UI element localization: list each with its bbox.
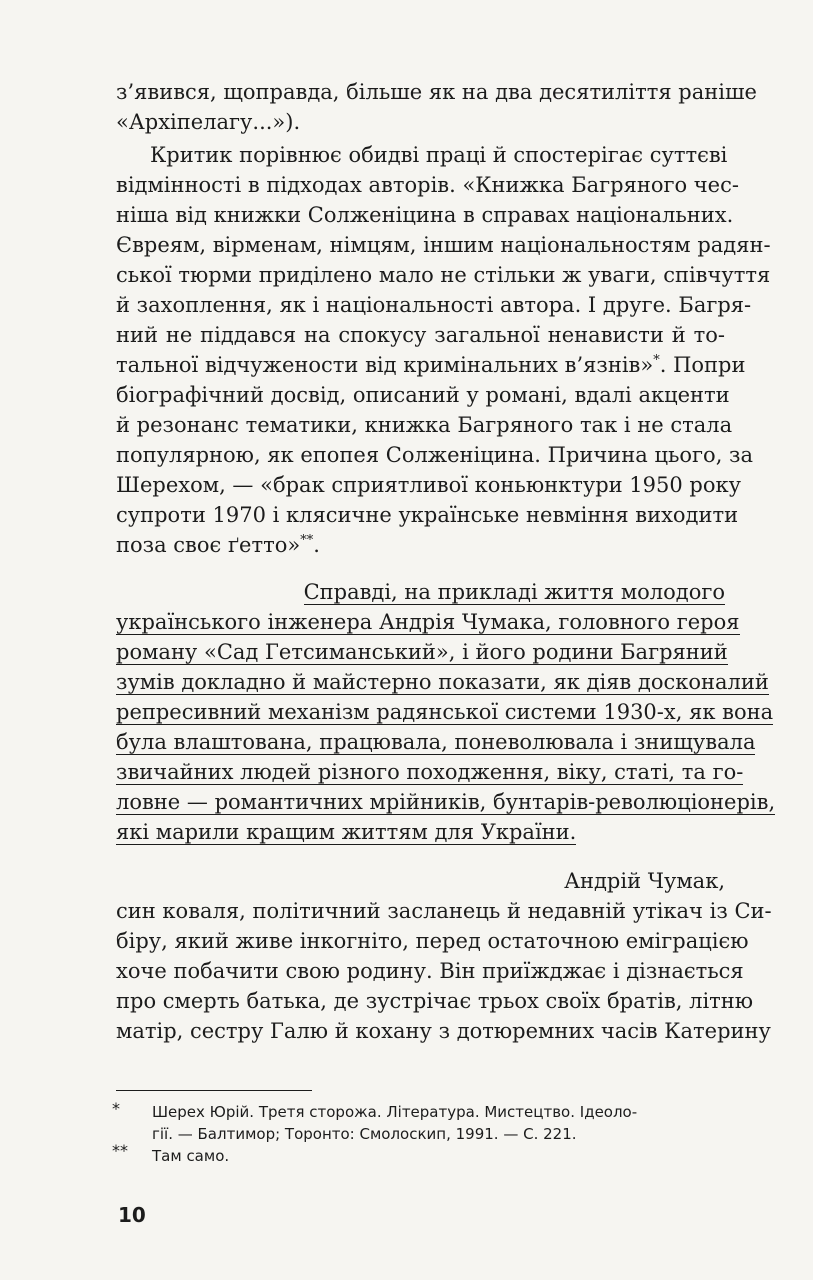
text-line: про смерть батька, де зустрічає трьох своїх братів, літню — [116, 989, 754, 1013]
underlined-line: ловне — романтичних мрійників, бунтарів-революціонерів, — [116, 790, 776, 814]
footnote-text: Там само. — [152, 1147, 230, 1165]
text-line: тальної відчужености від кримінальних в’язнів»*. Попри — [116, 353, 746, 377]
footnote-mark: * — [112, 1099, 120, 1118]
underlined-line: зумів докладно й майстерно показати, як діяв досконалий — [116, 670, 769, 694]
footnote-text: гії. — Балтимор; Торонто: Смолоскип, 1991. — С. 221. — [152, 1125, 577, 1143]
underlined-line: звичайних людей різного походження, віку, статі, та го- — [116, 760, 744, 784]
text-line: поза своє ґетто»**. — [116, 533, 320, 557]
text-line: Шерехом, — «брак сприятливої коньюнктури 1950 року — [116, 473, 741, 497]
text-line: й резонанс тематики, книжка Багряного так і не стала — [116, 413, 733, 437]
text-line: біру, який живе інкогніто, перед остаточною еміграцією — [116, 929, 749, 953]
underlined-line: була влаштована, працювала, поневолювала і знищувала — [116, 730, 756, 754]
text-line: ніша від книжки Солженіцина в справах національних. — [116, 203, 734, 227]
footnote-ref: ** — [300, 533, 314, 548]
footnote-mark: ** — [112, 1141, 128, 1160]
footnote-ref: * — [653, 353, 660, 368]
text-line: популярною, як епопея Солженіцина. Причина цього, за — [116, 443, 754, 467]
text-line: ний не піддався на спокусу загальної ненависти й то- — [116, 323, 725, 347]
text-line: відмінності в підходах авторів. «Книжка Багряного чес- — [116, 173, 739, 197]
underlined-line: роману «Сад Гетсиманський», і його родини Багряний — [116, 640, 728, 664]
text-line: супроти 1970 і клясичне українське невміння виходити — [116, 503, 739, 527]
text-line: Критик порівнює обидві праці й спостерігає суттєві — [150, 143, 728, 167]
page-number: 10 — [118, 1203, 146, 1227]
text-line: Андрій Чумак, — [564, 869, 725, 893]
text-line: з’явився, щоправда, більше як на два десятиліття раніше — [116, 80, 757, 104]
text-line: Євреям, вірменам, німцям, іншим національностям радян- — [116, 233, 771, 257]
text-line: біографічний досвід, описаний у романі, вдалі акценти — [116, 383, 730, 407]
underlined-line: які марили кращим життям для України. — [116, 820, 577, 844]
text-line: й захоплення, як і національності автора. І друге. Багря- — [116, 293, 752, 317]
underlined-line: репресивний механізм радянської системи 1930-х, як вона — [116, 700, 774, 724]
footnote-text: Шерех Юрій. Третя сторожа. Література. Мистецтво. Ідеоло- — [152, 1103, 638, 1121]
text-line: «Архіпелагу...»). — [116, 110, 301, 134]
text-line: матір, сестру Галю й кохану з дотюремних часів Катерину — [116, 1019, 771, 1043]
text-line: хоче побачити свою родину. Він приїжджає і дізнається — [116, 959, 744, 983]
underlined-line: українського інженера Андрія Чумака, головного героя — [116, 610, 740, 634]
footnote-divider — [116, 1090, 312, 1091]
text-line: син коваля, політичний засланець й недавній утікач із Си- — [116, 899, 772, 923]
text-line: ської тюрми приділено мало не стільки ж уваги, співчуття — [116, 263, 771, 287]
underlined-line: Справді, на прикладі життя молодого — [303, 580, 725, 604]
